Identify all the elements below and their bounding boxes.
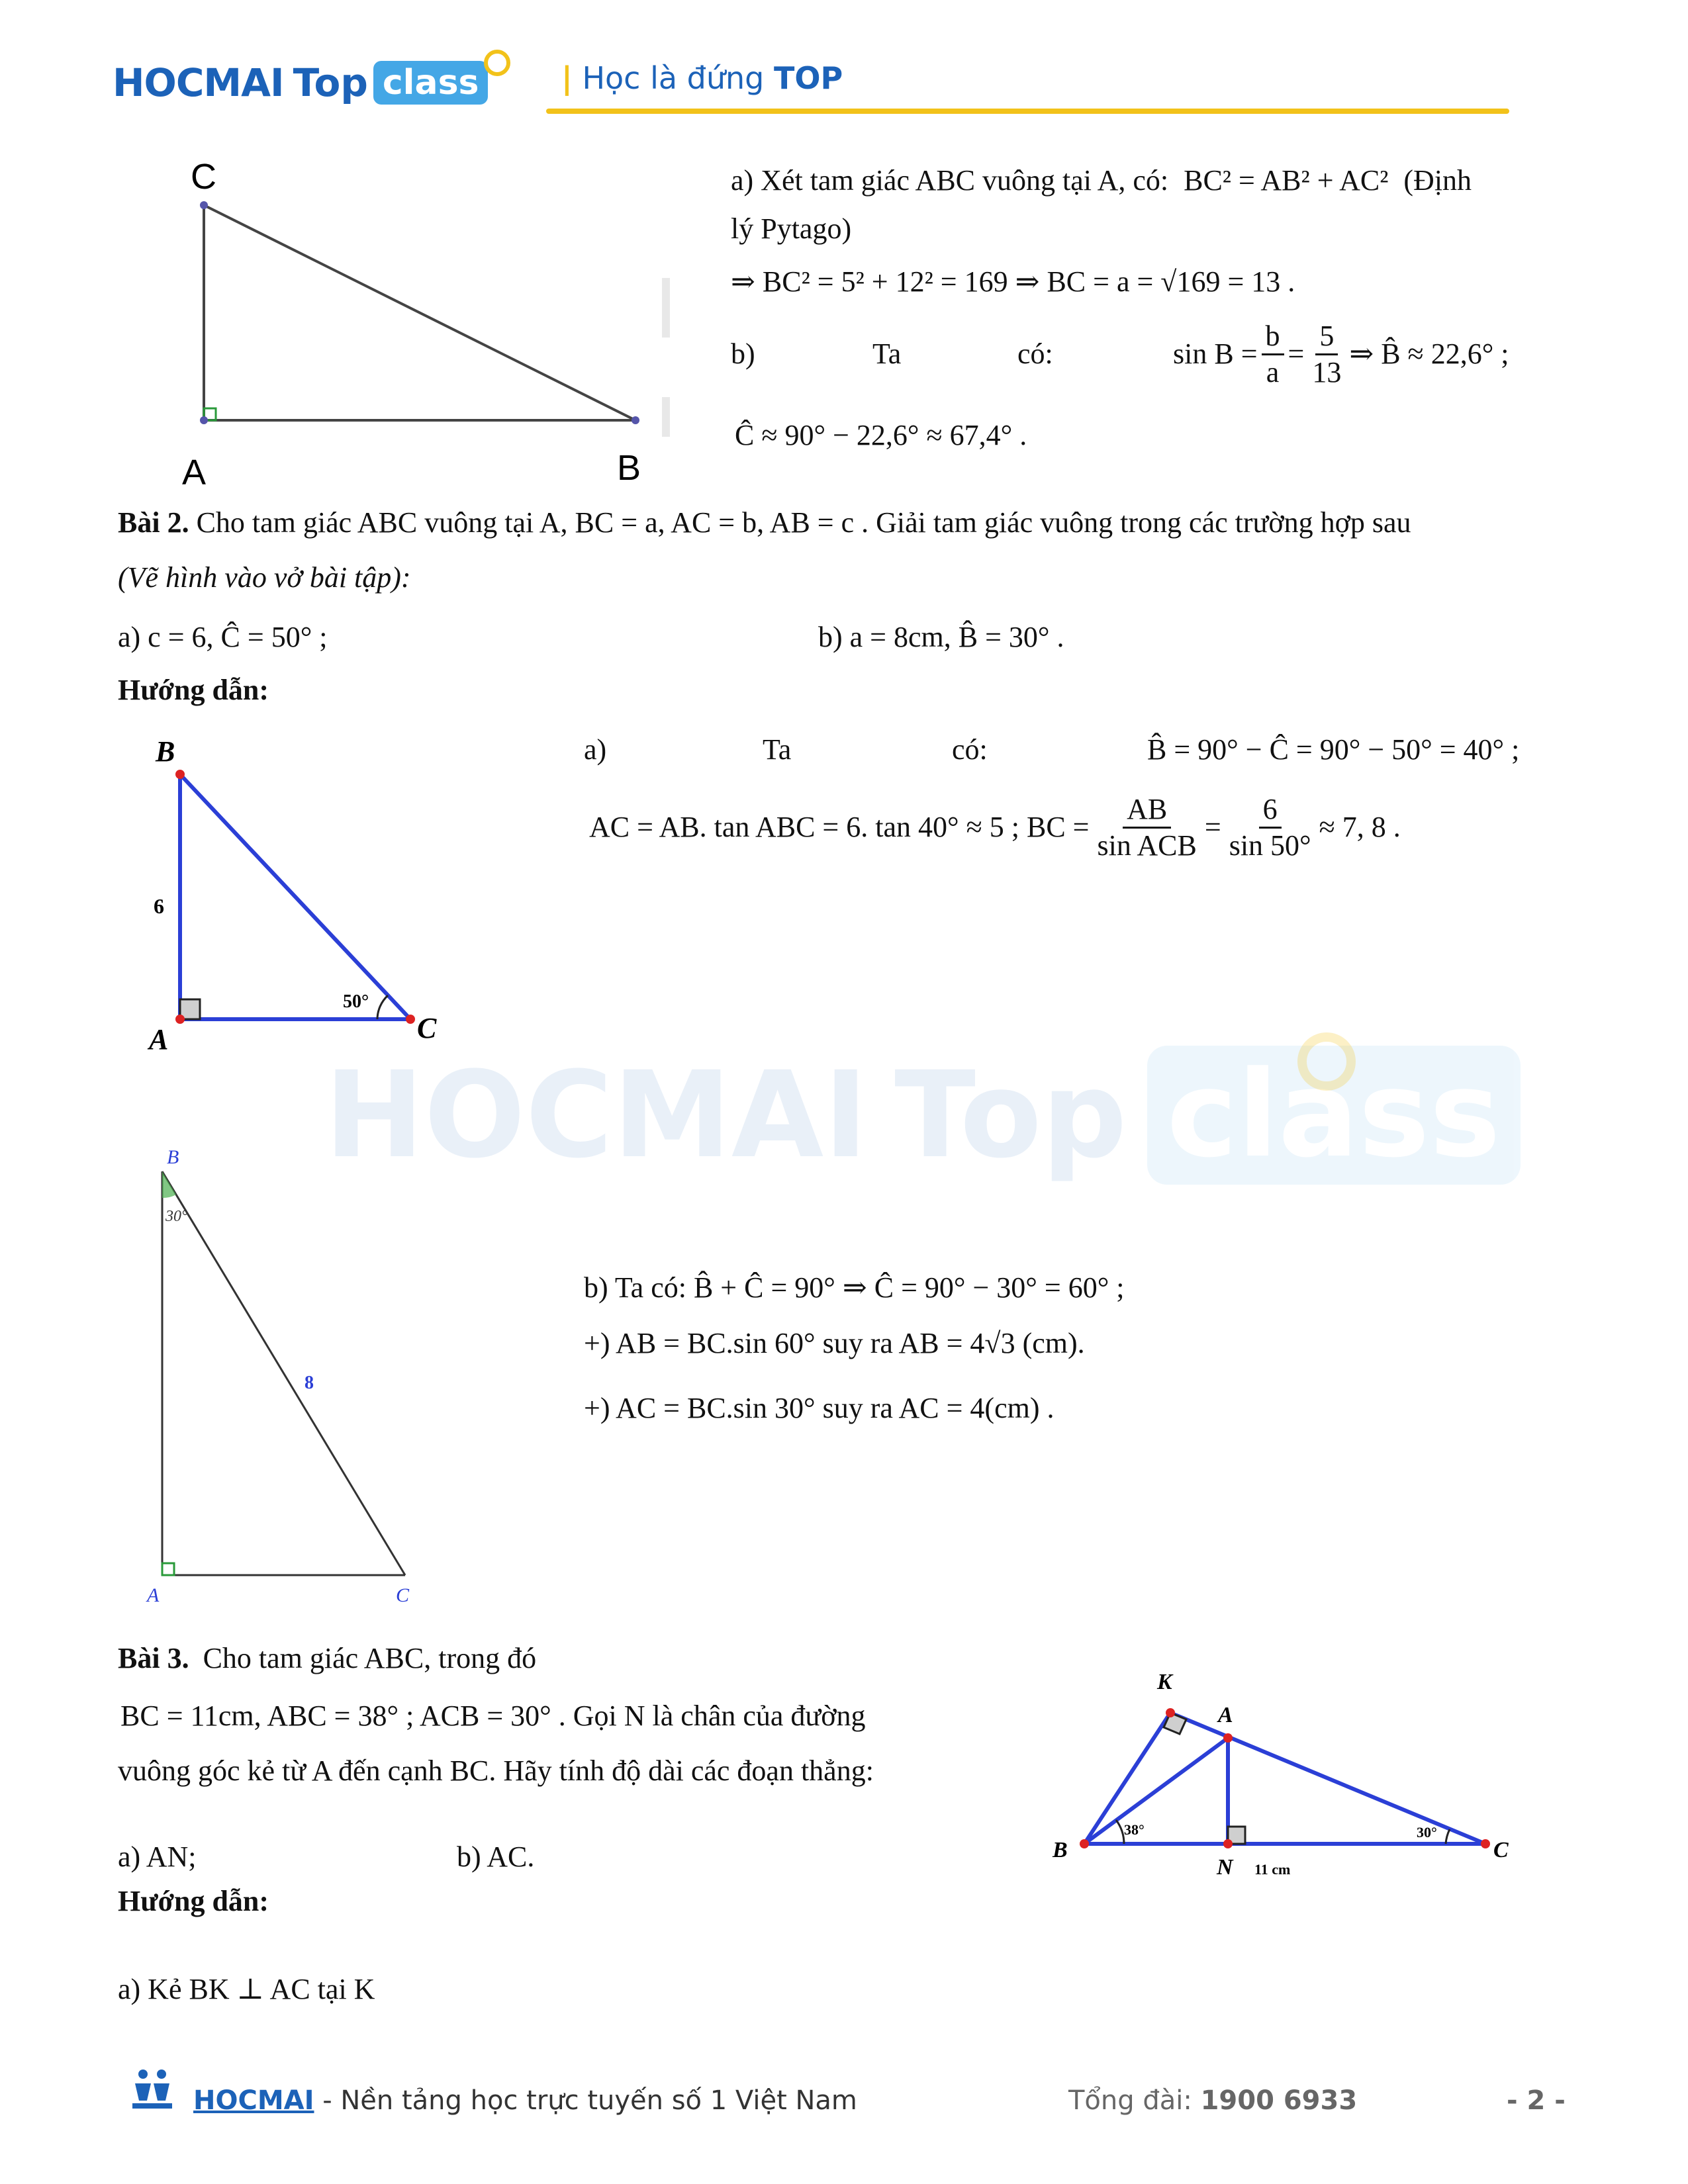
footer-text [193, 2083, 857, 2118]
fig4-length: 11 cm [1254, 1861, 1291, 1878]
fig4-label-n: N [1217, 1855, 1233, 1880]
fig4-label-a: A [1218, 1703, 1233, 1727]
bai3-statement3: vuông góc kẻ từ A đến cạnh BC. Hãy tính độ dài các đoạn thẳng: [118, 1754, 874, 1787]
footer-logo-icon [130, 2065, 176, 2111]
header-logo [113, 56, 510, 109]
slogan-text: Học là đứng [582, 60, 774, 96]
header-rule [546, 109, 1509, 114]
watermark-class: class [1147, 1046, 1521, 1185]
bai3-part-a: a) AN; [118, 1841, 197, 1873]
bai2-b-line2: +) AB = BC.sin 60° suy ra AB = 4√3 (cm). [584, 1327, 1085, 1359]
fig2-label-c: C [417, 1012, 437, 1044]
bai3-step1: a) Kẻ BK ⊥ AC tại K [118, 1973, 375, 2005]
fig1-label-a: A [182, 453, 207, 492]
fig4-angle-b: 38° [1124, 1821, 1145, 1838]
logo-hocmai: HOCMAI [113, 60, 284, 105]
sol1-c-line: Ĉ ≈ 90° − 22,6° ≈ 67,4° . [735, 419, 1027, 451]
sol1-b-frac1-num: b [1262, 319, 1284, 355]
bai2-a-co: có: [952, 733, 988, 766]
bai2-a-ta: Ta [763, 733, 792, 766]
sol1-b-result: ⇒ B̂ ≈ 22,6° ; [1349, 338, 1509, 370]
bai2-a-frac2-den: sin 50° [1229, 829, 1311, 862]
bai2-guide: Hướng dẫn: [118, 674, 269, 706]
bai2-a-eq1: B̂ = 90° − Ĉ = 90° − 50° = 40° ; [1147, 733, 1520, 766]
bai2-statement [118, 504, 1411, 541]
fig3-label-c: C [396, 1584, 410, 1606]
sol1-b-sin: sin B = [1173, 338, 1258, 370]
sol1-a-line3: ⇒ BC² = 5² + 12² = 169 ⇒ BC = a = √169 = 13 . [731, 265, 1295, 298]
fig2-label-a: A [149, 1023, 169, 1056]
sol1-b-equals: = [1288, 338, 1305, 370]
sol1-b-frac2-den: 13 [1312, 355, 1342, 388]
sol1-a-equation: BC² = AB² + AC² [1184, 164, 1389, 197]
watermark-hocmai: HOCMAI [324, 1046, 868, 1185]
fig4-angle-c: 30° [1417, 1824, 1437, 1841]
sol1-a-line1 [731, 162, 1472, 199]
fig3-angle: 30° [165, 1208, 188, 1225]
header-slogan [561, 57, 843, 99]
figure-4-triangle [1046, 1641, 1523, 1893]
bai2-note: (Vẽ hình vào vở bài tập): [118, 561, 411, 594]
bai3-part-b: b) AC. [457, 1841, 535, 1873]
bai3-text1: Cho tam giác ABC, trong đó [203, 1642, 537, 1674]
bai2-a-equals: = [1204, 811, 1221, 843]
footer-hotline-label: Tổng đài: [1068, 2085, 1201, 2116]
bai3-statement2: BC = 11cm, ABC = 38° ; ACB = 30° . Gọi N là chân của đường [120, 1700, 866, 1732]
bai2-a-frac1-num: AB [1123, 792, 1171, 829]
footer-hotline [1068, 2083, 1357, 2118]
bai2-b-line1: b) Ta có: B̂ + Ĉ = 90° ⇒ Ĉ = 90° − 30° = 60° ; [584, 1271, 1125, 1304]
watermark-top: Top [894, 1046, 1127, 1185]
fig3-side: 8 [305, 1373, 314, 1393]
fig3-label-a: A [147, 1584, 160, 1606]
bai2-b-line3: +) AC = BC.sin 30° suy ra AC = 4(cm) . [584, 1392, 1055, 1424]
slogan-bar: | [561, 60, 573, 96]
bai2-a-eq2-right: ≈ 7, 8 . [1319, 811, 1401, 843]
bai2-a-frac1-den: sin ACB [1097, 829, 1197, 862]
bai2-title: Bài 2. [118, 506, 189, 539]
fig1-label-c: C [191, 159, 216, 197]
logo-sun-icon [484, 50, 510, 76]
bai2-a-frac1 [1093, 792, 1200, 863]
footer-tagline: - Nền tảng học trực tuyến số 1 Việt Nam [314, 2085, 857, 2116]
sol1-b-formula [1173, 311, 1509, 397]
sol1-b-frac1-den: a [1266, 355, 1280, 388]
bai2-a-eq2 [589, 781, 1401, 874]
sol1-b-co: có: [1017, 338, 1053, 370]
sol1-a-note: (Định [1403, 164, 1472, 197]
figure-3-triangle [132, 1138, 437, 1621]
sol1-b-frac1 [1262, 319, 1284, 390]
fig3-label-b: B [167, 1146, 179, 1168]
bai3-guide: Hướng dẫn: [118, 1885, 269, 1917]
logo-top: Top [293, 60, 368, 105]
bai2-text: Cho tam giác ABC vuông tại A, BC = a, AC = b, AB = c . Giải tam giác vuông trong các trường hợp sau [196, 506, 1411, 539]
bai2-a-label: a) [584, 733, 607, 766]
bai3-title: Bài 3. [118, 1642, 189, 1674]
fig2-label-b: B [156, 735, 175, 768]
bai2-a-frac2-num: 6 [1259, 792, 1282, 829]
sol1-a-line2: lý Pytago) [731, 212, 852, 245]
fig2-side: 6 [154, 894, 164, 918]
fig4-label-b: B [1053, 1838, 1068, 1862]
footer-hotline-number: 1900 6933 [1200, 2085, 1358, 2116]
sol1-a-intro: a) Xét tam giác ABC vuông tại A, có: [731, 164, 1169, 197]
footer-brand[interactable]: HOCMAI [193, 2085, 314, 2116]
bai2-a-frac2 [1225, 792, 1315, 863]
bai3-statement1 [118, 1640, 536, 1677]
sol1-b-ta: Ta [872, 338, 902, 370]
sol1-b-frac2-num: 5 [1315, 319, 1338, 355]
fig4-label-k: K [1157, 1670, 1172, 1694]
watermark-sun-icon [1297, 1032, 1356, 1091]
bai2-case-a: a) c = 6, Ĉ = 50° ; [118, 621, 328, 653]
bai2-case-b: b) a = 8cm, B̂ = 30° . [818, 621, 1064, 653]
fig1-label-b: B [617, 448, 641, 488]
fig4-label-c: C [1493, 1838, 1509, 1862]
figure-2-triangle [139, 721, 457, 1066]
bai2-a-eq2-left: AC = AB. tan ABC = 6. tan 40° ≈ 5 ; BC = [589, 811, 1090, 843]
logo-class: class [373, 61, 489, 105]
sol1-b-label: b) [731, 338, 755, 370]
sol1-b-frac2 [1308, 319, 1345, 390]
slogan-top: TOP [774, 60, 843, 96]
fig2-angle: 50° [343, 991, 369, 1012]
footer-page-number: - 2 - [1507, 2085, 1566, 2116]
figure-1-triangle [159, 159, 688, 503]
